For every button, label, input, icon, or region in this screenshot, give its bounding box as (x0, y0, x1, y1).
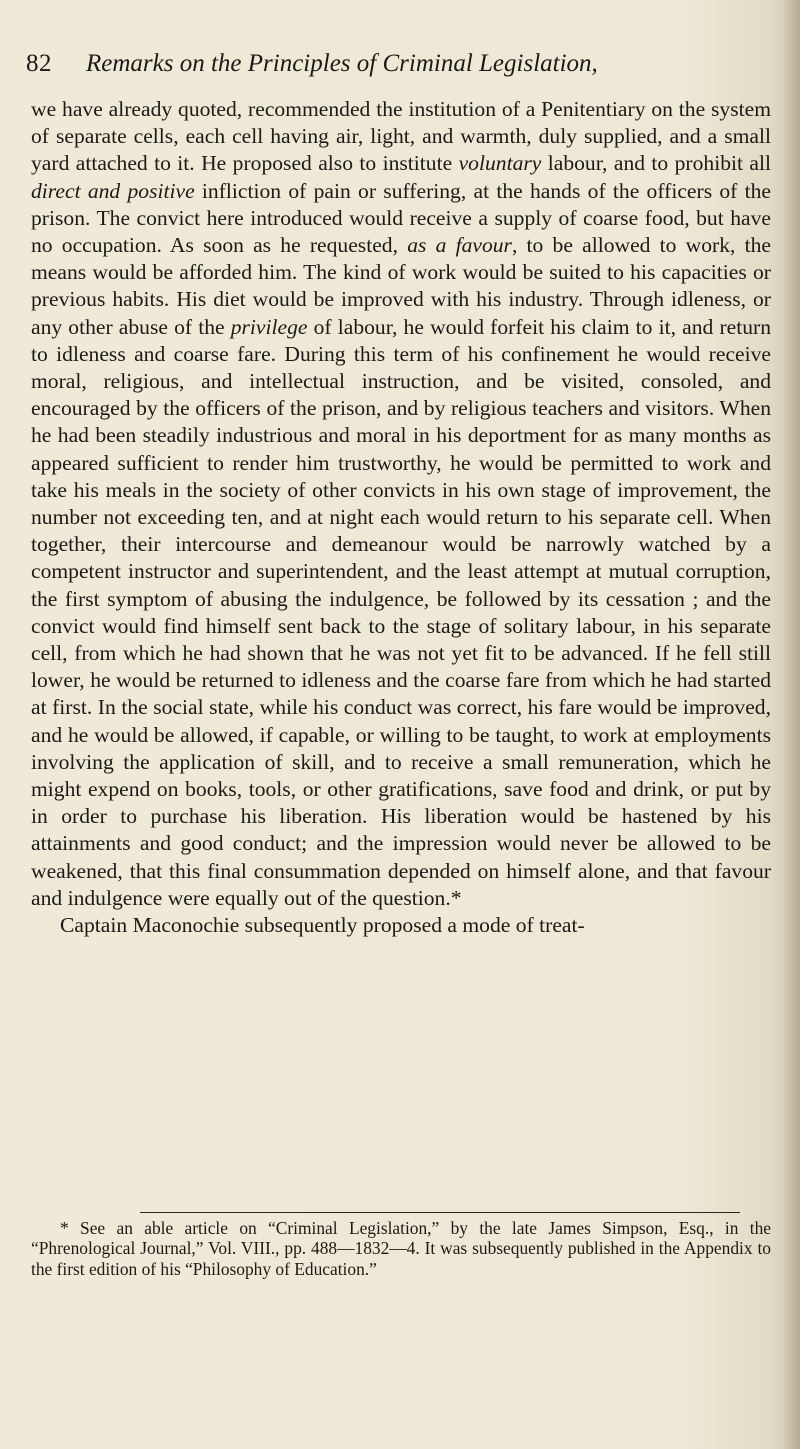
footnote-rule (140, 1212, 740, 1213)
emphasis-as-a-favour: as a favour (407, 233, 512, 258)
text-segment: of labour, he would forfeit his claim to it, and return to idleness and coarse fare. During this term of his confinement he would receive moral, religious, and intellectual instruction, and be visited, consoled, and encouraged by the officers of the prison, and by religious teachers and visitors. When he had been steadily industrious and moral in his deportment for as many months as appeared sufficient to render him trustworthy, he would be permitted to work and take his meals in the society of other convicts in his own stage of improvement, the number not exceeding ten, and at night each would return to his separate cell. When together, their intercourse and demeanour would be narrowly watched by a competent instructor and superintendent, and the least attempt at mutual corruption, the first symptom of abusing the indulgence, be followed by its cessation ; and the convict would find himself sent back to the stage of solitary labour, in his separate cell, from which he had shown that he was not yet fit to be advanced. If he fell still lower, he would be returned to idleness and the coarse fare from which he had started at first. In the social state, while his conduct was correct, his fare would be improved, and he would be allowed, if capable, or willing to be taught, to work at employments involving the application of skill, and to receive a small remuneration, which he might expend on books, tools, or other gratifications, save food and drink, or put by in order to purchase his liberation. His liberation would be hastened by his attainments and good conduct; and the impression would never be allowed to be weakened, that this final consummation depended on himself alone, and that favour and indulgence were equally out of the question.* (31, 314, 772, 910)
text-segment: labour, and to prohibit all (541, 151, 771, 176)
body-text (31, 96, 771, 939)
text-segment: we have already quoted, recommended the institution of a Penitentiary on the system of separate cells, each cell having air, light, and warmth, duly supplied, and a small yard attached to it. He proposed also to institute (31, 97, 771, 176)
text-segment: infliction of pain or suffering, at the hands of the officers of the prison. The convict here introduced would receive a supply of coarse food, but have no occupation. As soon as he requested, (31, 178, 771, 258)
paragraph-continued (31, 96, 771, 912)
emphasis-direct-positive: direct and positive (31, 178, 195, 203)
page-binding-shadow (782, 0, 800, 1449)
text-segment: Captain Maconochie subsequently proposed a mode of treat- (60, 913, 585, 938)
page-number: 82 (26, 50, 52, 77)
emphasis-voluntary: voluntary (458, 151, 542, 176)
running-title: Remarks on the Principles of Criminal Legislation, (86, 50, 598, 77)
footnote-text: * See an able article on “Criminal Legislation,” by the late James Simpson, Esq., in the “Phrenological Journal,” Vol. VIII., pp. 488—1832—4. It was subsequently published in the Appendix to the first edition of his “Philosophy of Education.” (31, 1218, 771, 1279)
paragraph-maconochie (31, 912, 771, 939)
emphasis-privilege: privilege (230, 314, 308, 339)
running-head (26, 44, 776, 84)
footnote (31, 1218, 771, 1279)
text-segment: , to be allowed to work, the means would be afforded him. The kind of work would be suited to his capacities or previous habits. His diet would be improved with his industry. Through idleness, or any other abuse of the (31, 233, 771, 339)
